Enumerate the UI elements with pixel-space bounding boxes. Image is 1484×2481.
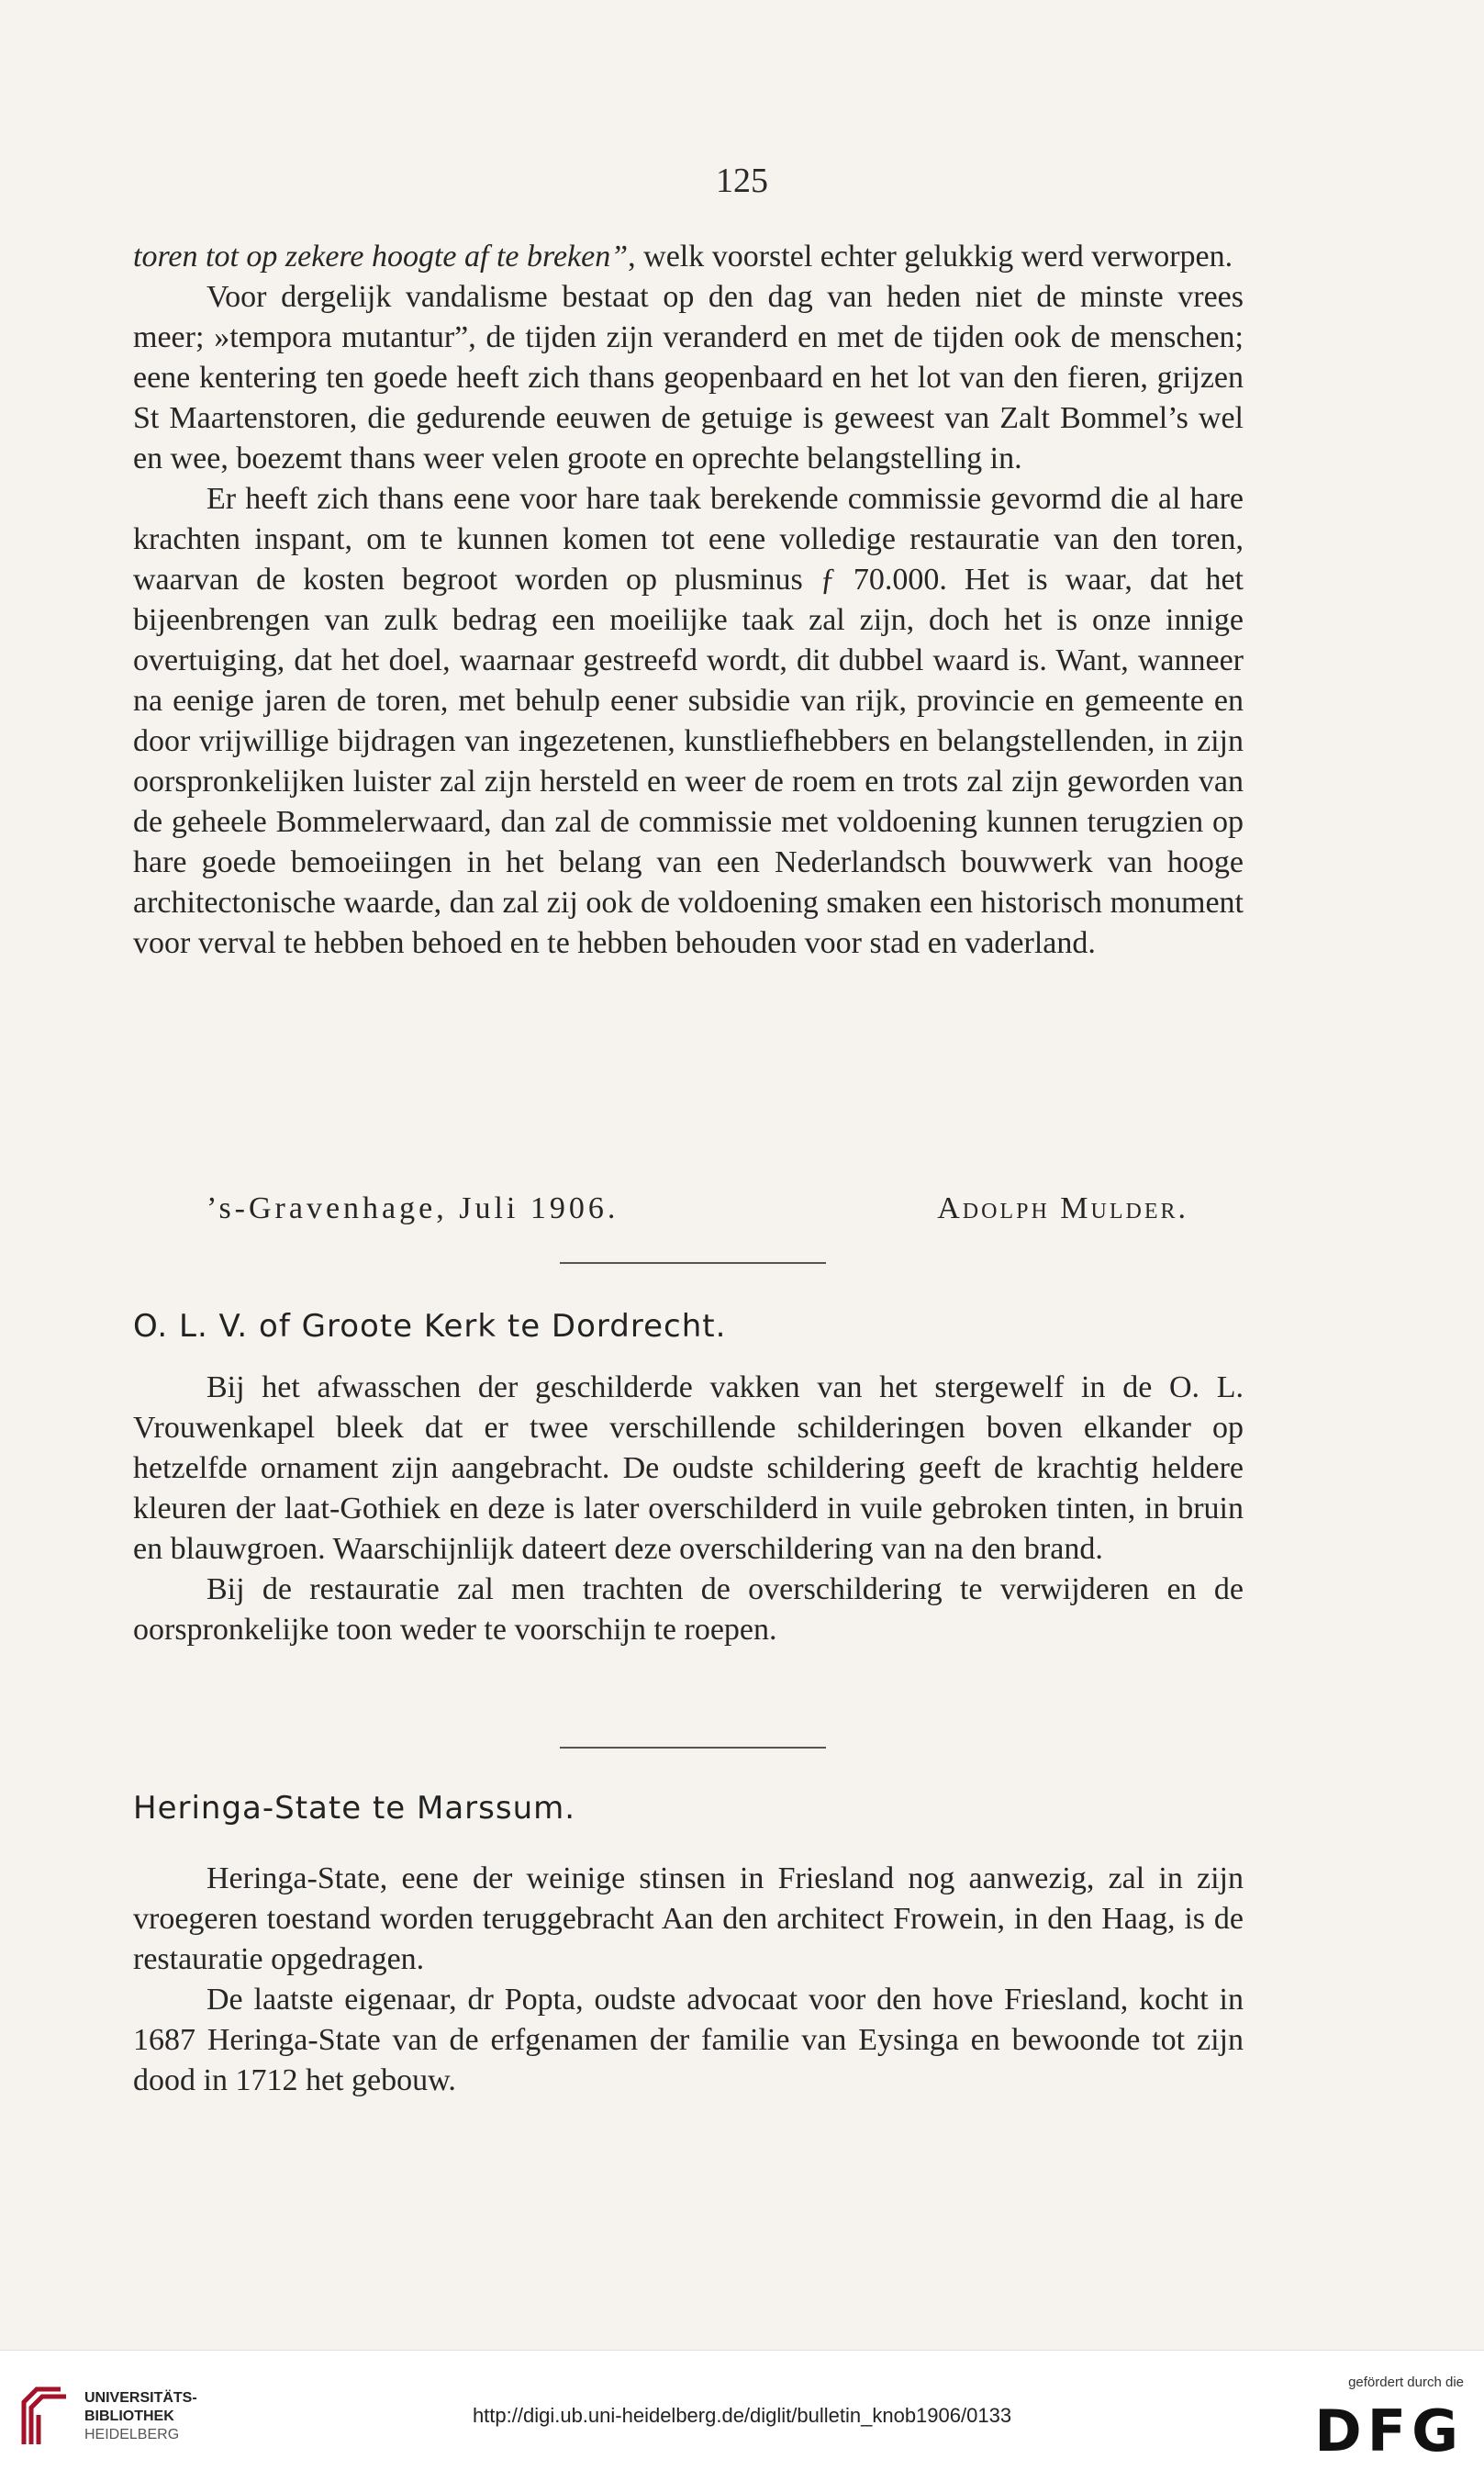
section-body-dordrecht xyxy=(133,1368,1244,1650)
article-continuation xyxy=(133,237,1244,964)
section-body-marssum xyxy=(133,1859,1244,2101)
paragraph: Er heeft zich thans eene voor hare taak berekende commissie gevormd die al hare krachten inspant, om te kunnen komen tot eene volledige restauratie van den toren, waarvan de kosten begroot worden op plusminus ƒ 70.000. Het is waar, dat het bijeenbrengen van zulk bedrag een moeilijke taak zal zijn, doch het is onze innige overtuiging, dat het doel, waarnaar gestreefd wordt, dit dubbel waard is. Want, wanneer na eenige jaren de toren, met behulp eener subsidie van rijk, provincie en gemeente en door vrijwillige bijdragen van ingezetenen, kunstliefhebbers en belangstellenden, in zijn oorspronkelijken luister zal zijn hersteld en weer de roem en trots zal zijn geworden van de geheele Bommelerwaard, dan zal de commissie met voldoening kunnen terugzien op hare goede bemoeiingen in het belang van een Nederlandsch bouwwerk van hooge architectonische waarde, dan zal zij ook de voldoening smaken een historisch monument voor verval te hebben behoed en te hebben behouden voor stad en vaderland. xyxy=(133,482,1244,960)
section-heading-marssum: Heringa-State te Marssum. xyxy=(133,1790,576,1827)
paragraph: De laatste eigenaar, dr Popta, oudste advocaat voor den hove Friesland, kocht in 1687 Heringa-State van de erfgenamen der familie van Eysinga en bewoonde tot zijn dood in 1712 het gebouw. xyxy=(133,1983,1244,2097)
section-divider xyxy=(560,1747,826,1749)
library-name-line: UNIVERSITÄTS- xyxy=(84,2390,197,2406)
section-heading-dordrecht: O. L. V. of Groote Kerk te Dordrecht. xyxy=(133,1308,727,1345)
intro-italic-quote: toren tot op zekere hoogte af te breken” xyxy=(133,240,629,274)
paragraph: Voor dergelijk vandalisme bestaat op den dag van heden niet de minste vrees meer; »tempora mutantur”, de tijden zijn veranderd en met de tijden ook de menschen; eene kentering ten goede heeft zich thans geopenbaard en het lot van den fieren, grijzen St Maartenstoren, die gedurende eeuwen de getuige is geweest van Zalt Bommel’s wel en wee, boezemt thans weer velen groote en oprechte belangstelling in. xyxy=(133,280,1244,475)
library-name-line: HEIDELBERG xyxy=(84,2427,180,2442)
intro-paragraph xyxy=(133,237,1244,277)
signature-place-date: ’s-Gravenhage, Juli 1906. xyxy=(206,1191,619,1225)
paragraph: Bij het afwasschen der geschilderde vakken van het stergewelf in de O. L. Vrouwenkapel bleek dat er twee verschillende schilderingen boven elkander op hetzelfde ornament zijn aangebracht. De oudste schildering geeft de krachtig heldere kleuren der laat-Gothiek en deze is later overschilderd in vuile gebroken tinten, in bruin en blauwgroen. Waarschijnlijk dateert deze overschildering van na den brand. xyxy=(133,1370,1244,1566)
dfg-logo: DFG xyxy=(1314,2397,1464,2464)
paragraph: Heringa-State, eene der weinige stinsen in Friesland nog aanwezig, zal in zijn vroegeren toestand worden teruggebracht Aan den architect Frowein, in den Haag, is de restauratie opgedragen. xyxy=(133,1861,1244,1976)
library-name-line: BIBLIOTHEK xyxy=(84,2408,174,2424)
section-divider xyxy=(560,1262,826,1264)
digitization-footer xyxy=(0,2350,1484,2481)
paragraph: Bij de restauratie zal men trachten de overschildering te verwijderen en de oorspronkelijke toon weder te voorschijn te roepen. xyxy=(133,1572,1244,1647)
signature-author: Adolph Mulder. xyxy=(937,1191,1188,1225)
page-number: 125 xyxy=(716,162,768,200)
intro-text: , welk voorstel echter gelukkig werd verworpen. xyxy=(628,240,1233,274)
permalink-url[interactable]: http://digi.ub.uni-heidelberg.de/diglit/bulletin_knob1906/0133 xyxy=(472,2404,1012,2427)
sponsor-note: gefördert durch die xyxy=(1348,2375,1464,2390)
